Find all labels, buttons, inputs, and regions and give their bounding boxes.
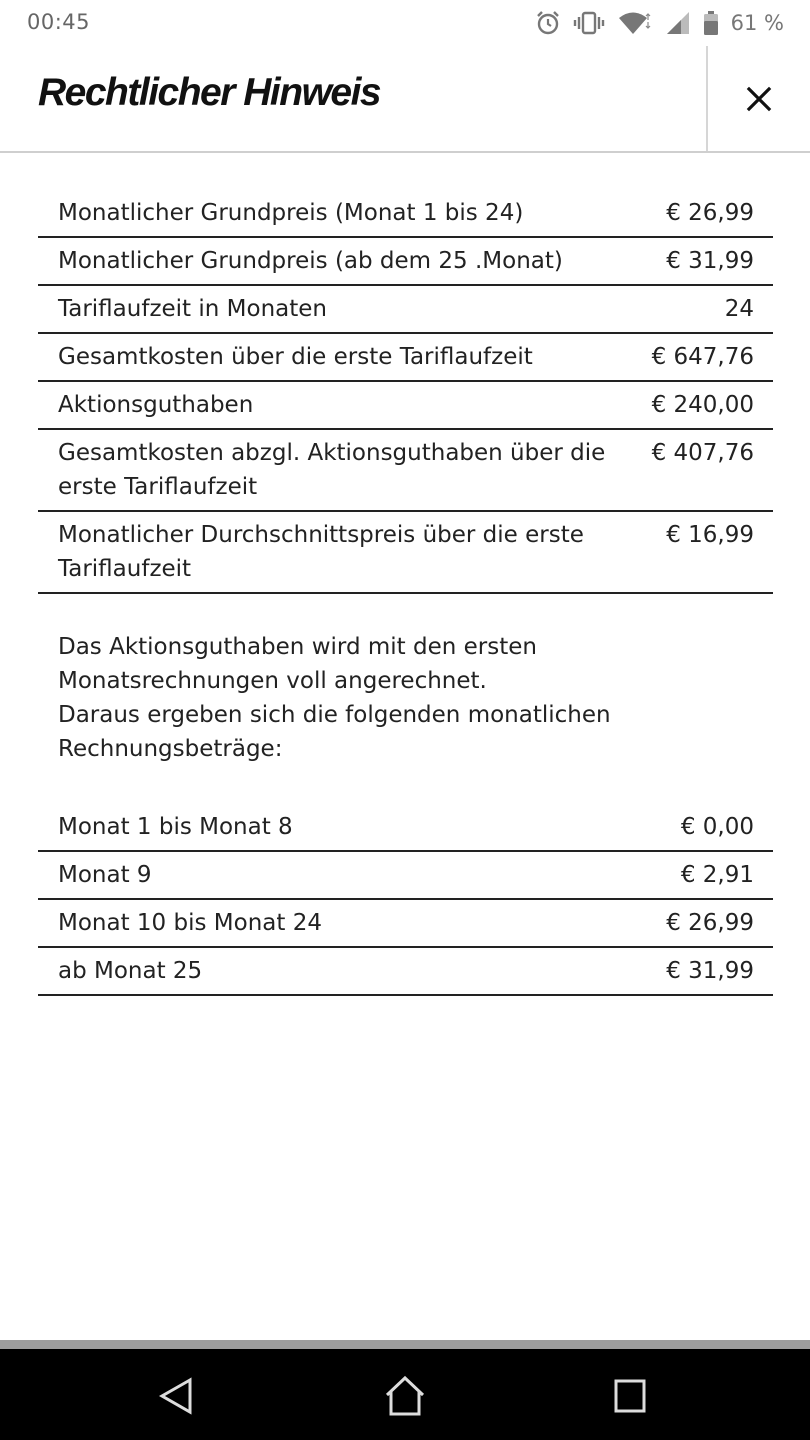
dialog-header (0, 46, 810, 153)
monthly-row (38, 804, 773, 851)
pricing-row-label: Tariflaufzeit in Monaten (38, 285, 644, 333)
monthly-row-value: € 0,00 (571, 804, 773, 851)
monthly-row-label: ab Monat 25 (38, 947, 571, 995)
pricing-row (38, 285, 773, 333)
close-button[interactable] (708, 46, 810, 151)
bottom-strip (0, 1340, 810, 1349)
note-line-1: Das Aktionsguthaben wird mit den ersten Monatsrechnungen voll angerechnet. (58, 634, 537, 694)
monthly-row-label: Monat 10 bis Monat 24 (38, 899, 571, 947)
monthly-row-label: Monat 1 bis Monat 8 (38, 804, 571, 851)
pricing-row (38, 429, 773, 511)
status-icons (535, 8, 784, 38)
pricing-row (38, 333, 773, 381)
monthly-row-value: € 31,99 (571, 947, 773, 995)
pricing-row-value: 24 (644, 285, 773, 333)
note-line-2: Daraus ergeben sich die folgenden monatlichen Rechnungsbeträge: (58, 702, 611, 762)
battery-icon (703, 10, 719, 36)
home-button[interactable] (380, 1371, 430, 1421)
dialog-content (38, 190, 773, 996)
pricing-row-label: Gesamtkosten über die erste Tariflaufzeit (38, 333, 644, 381)
recents-button[interactable] (605, 1371, 655, 1421)
home-icon (382, 1373, 428, 1419)
pricing-row-label: Monatlicher Durchschnittspreis über die erste Tariflaufzeit (38, 511, 644, 593)
back-icon (154, 1374, 198, 1418)
status-bar (0, 0, 810, 46)
close-icon (746, 86, 772, 112)
pricing-row-value: € 407,76 (644, 429, 773, 511)
pricing-row (38, 381, 773, 429)
pricing-row-label: Monatlicher Grundpreis (Monat 1 bis 24) (38, 190, 644, 237)
pricing-row-value: € 31,99 (644, 237, 773, 285)
pricing-row (38, 511, 773, 593)
battery-percent: 61 % (730, 11, 784, 35)
vibrate-icon (573, 10, 605, 36)
monthly-row-value: € 26,99 (571, 899, 773, 947)
pricing-row (38, 237, 773, 285)
pricing-row-value: € 647,76 (644, 333, 773, 381)
pricing-row-value: € 240,00 (644, 381, 773, 429)
alarm-icon (535, 10, 561, 36)
navigation-bar (0, 1349, 810, 1440)
monthly-row-value: € 2,91 (571, 851, 773, 899)
status-time: 00:45 (27, 10, 91, 34)
pricing-row-value: € 26,99 (644, 190, 773, 237)
pricing-table (38, 190, 773, 594)
monthly-amounts-table (38, 804, 773, 996)
pricing-row-label: Aktionsguthaben (38, 381, 644, 429)
monthly-row (38, 947, 773, 995)
monthly-row (38, 899, 773, 947)
signal-icon (665, 10, 691, 36)
page-title: Rechtlicher Hinweis (38, 71, 381, 114)
info-note (38, 630, 773, 766)
pricing-row-value: € 16,99 (644, 511, 773, 593)
wifi-icon (617, 10, 653, 36)
pricing-row-label: Gesamtkosten abzgl. Aktionsguthaben über die erste Tariflaufzeit (38, 429, 644, 511)
monthly-row-label: Monat 9 (38, 851, 571, 899)
back-button[interactable] (151, 1371, 201, 1421)
pricing-row-label: Monatlicher Grundpreis (ab dem 25 .Monat) (38, 237, 644, 285)
recents-icon (608, 1374, 652, 1418)
pricing-row (38, 190, 773, 237)
monthly-row (38, 851, 773, 899)
